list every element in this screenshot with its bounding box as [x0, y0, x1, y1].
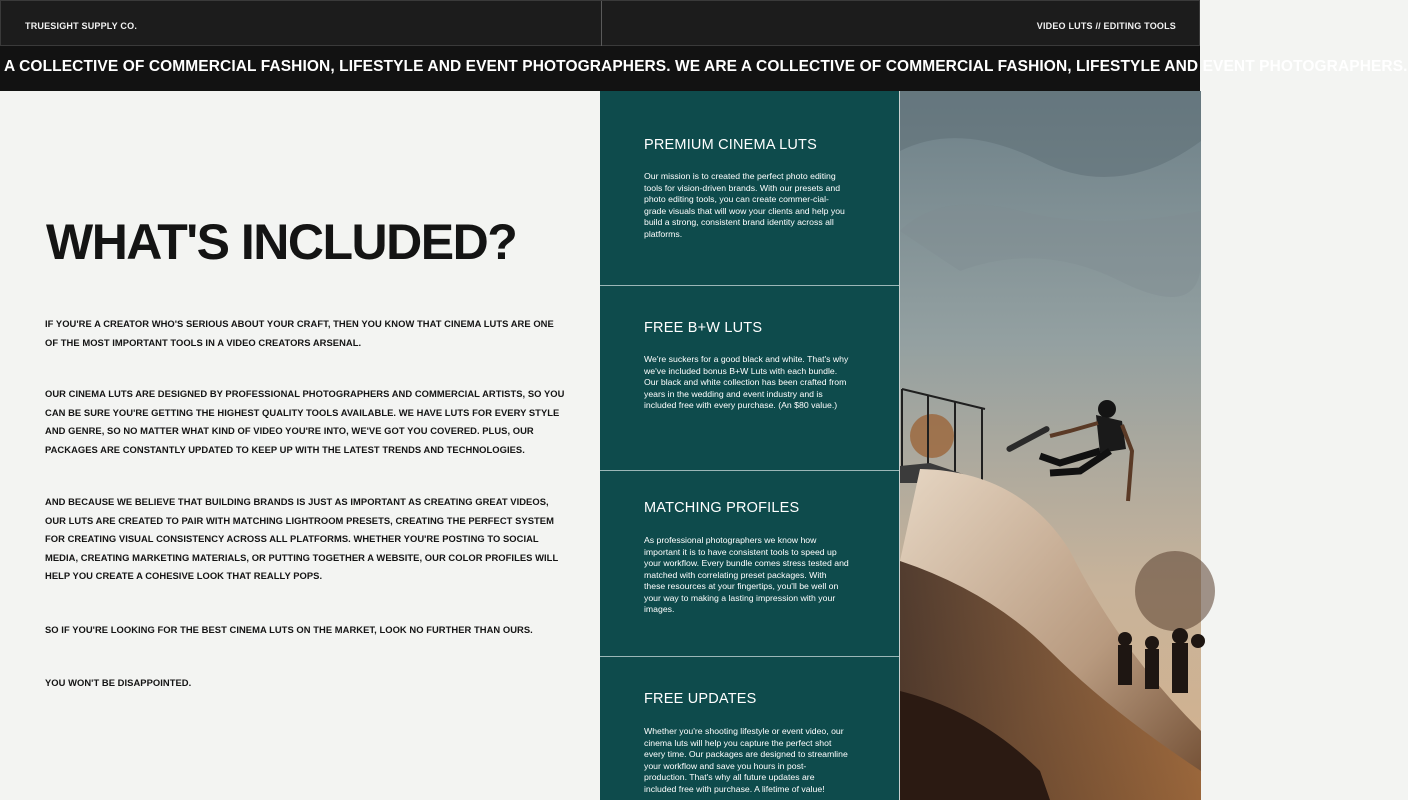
page-title: WHAT'S INCLUDED?	[46, 214, 517, 270]
feature-title: PREMIUM CINEMA LUTS	[644, 137, 817, 153]
feature-card-free-bw-luts	[600, 286, 899, 471]
feature-description: Whether you're shooting lifestyle or event video, our cinema luts will help you capture the perfect shot every time. Our packages are designed to streamline your workflow and save you hours in post-production. That's why all future updates are included free with purchase. A lifetime of value!	[644, 726, 848, 794]
main-content	[0, 91, 600, 800]
brand-name[interactable]: TRUESIGHT SUPPLY CO.	[25, 21, 138, 31]
feature-card-premium-cinema-luts	[600, 91, 899, 286]
feature-description: As professional photographers we know how important it is to have consistent tools to speed up your workflow. Every bundle comes stress tested and matched with correlating preset packages. With these resources at your fingertips, you'll be well on your way to making a lasting impression with your images.	[644, 535, 849, 614]
skateboarder-photo	[899, 91, 1200, 800]
feature-description: Our mission is to created the perfect photo editing tools for vision-driven brands. With our presets and photo editing tools, you can create commer-cial-grade visuals that will wow your clients and help you build a strong, consistent brand identity across all platforms.	[644, 171, 845, 239]
tree	[910, 414, 954, 458]
marquee-banner	[0, 46, 1408, 91]
brand-paragraph: AND BECAUSE WE BELIEVE THAT BUILDING BRANDS IS JUST AS IMPORTANT AS CREATING GREAT VIDEOS, OUR LUTS ARE CREATED TO PAIR WITH MATCHING LIGHTROOM PRESETS, CREATING THE PERFECT SYSTEM FOR CREATING VISUAL CONSISTENCY ACROSS ALL PLATFORMS. WHETHER YOU'RE POSTING TO SOCIAL MEDIA, CREATING MARKETING MATERIALS, OR PUTTING TOGETHER A WEBSITE, OUR COLOR PROFILES WILL HELP YOU CREATE A COHESIVE LOOK THAT REALLY POPS.	[45, 496, 559, 581]
tree	[1135, 551, 1215, 631]
feature-card-free-updates	[600, 657, 899, 800]
closing-paragraph: YOU WON'T BE DISAPPOINTED.	[45, 677, 192, 688]
feature-card-matching-profiles	[600, 471, 899, 657]
feature-cards	[600, 91, 899, 800]
feature-title: FREE B+W LUTS	[644, 320, 763, 336]
feature-title: FREE UPDATES	[644, 691, 757, 707]
feature-title: MATCHING PROFILES	[644, 500, 800, 516]
design-paragraph: OUR CINEMA LUTS ARE DESIGNED BY PROFESSIONAL PHOTOGRAPHERS AND COMMERCIAL ARTISTS, SO YOU CAN BE SURE YOU'RE GETTING THE HIGHEST QUALITY TOOLS AVAILABLE. WE HAVE LUTS FOR EVERY STYLE AND GENRE, SO NO MATTER WHAT KIND OF VIDEO YOU'RE INTO, WE'VE GOT YOU COVERED. PLUS, OUR PACKAGES ARE CONSTANTLY UPDATED TO KEEP UP WITH THE LATEST TRENDS AND TECHNOLOGIES.	[45, 388, 565, 455]
recommendation-paragraph: SO IF YOU'RE LOOKING FOR THE BEST CINEMA LUTS ON THE MARKET, LOOK NO FURTHER THAN OURS.	[45, 624, 533, 635]
feature-description: We're suckers for a good black and white. That's why we've included bonus B+W Luts with each bundle. Our black and white collection has been crafted from years in the wedding and event industry and is included free with every purchase. (An $80 value.)	[644, 354, 849, 410]
header-bar	[0, 0, 1200, 46]
marquee-text: A COLLECTIVE OF COMMERCIAL FASHION, LIFESTYLE AND EVENT PHOTOGRAPHERS. WE ARE A COLLECTIVE OF COMMERCIAL FASHION, LIFESTYLE AND EVENT PHOTOGRAPHERS.	[4, 58, 1408, 75]
header-divider	[601, 1, 602, 47]
skatepark-illustration	[900, 91, 1201, 800]
intro-paragraph: IF YOU'RE A CREATOR WHO'S SERIOUS ABOUT YOUR CRAFT, THEN YOU KNOW THAT CINEMA LUTS ARE ONE OF THE MOST IMPORTANT TOOLS IN A VIDEO CREATORS ARSENAL.	[45, 318, 554, 348]
header-category-label[interactable]: VIDEO LUTS // EDITING TOOLS	[1036, 21, 1176, 31]
